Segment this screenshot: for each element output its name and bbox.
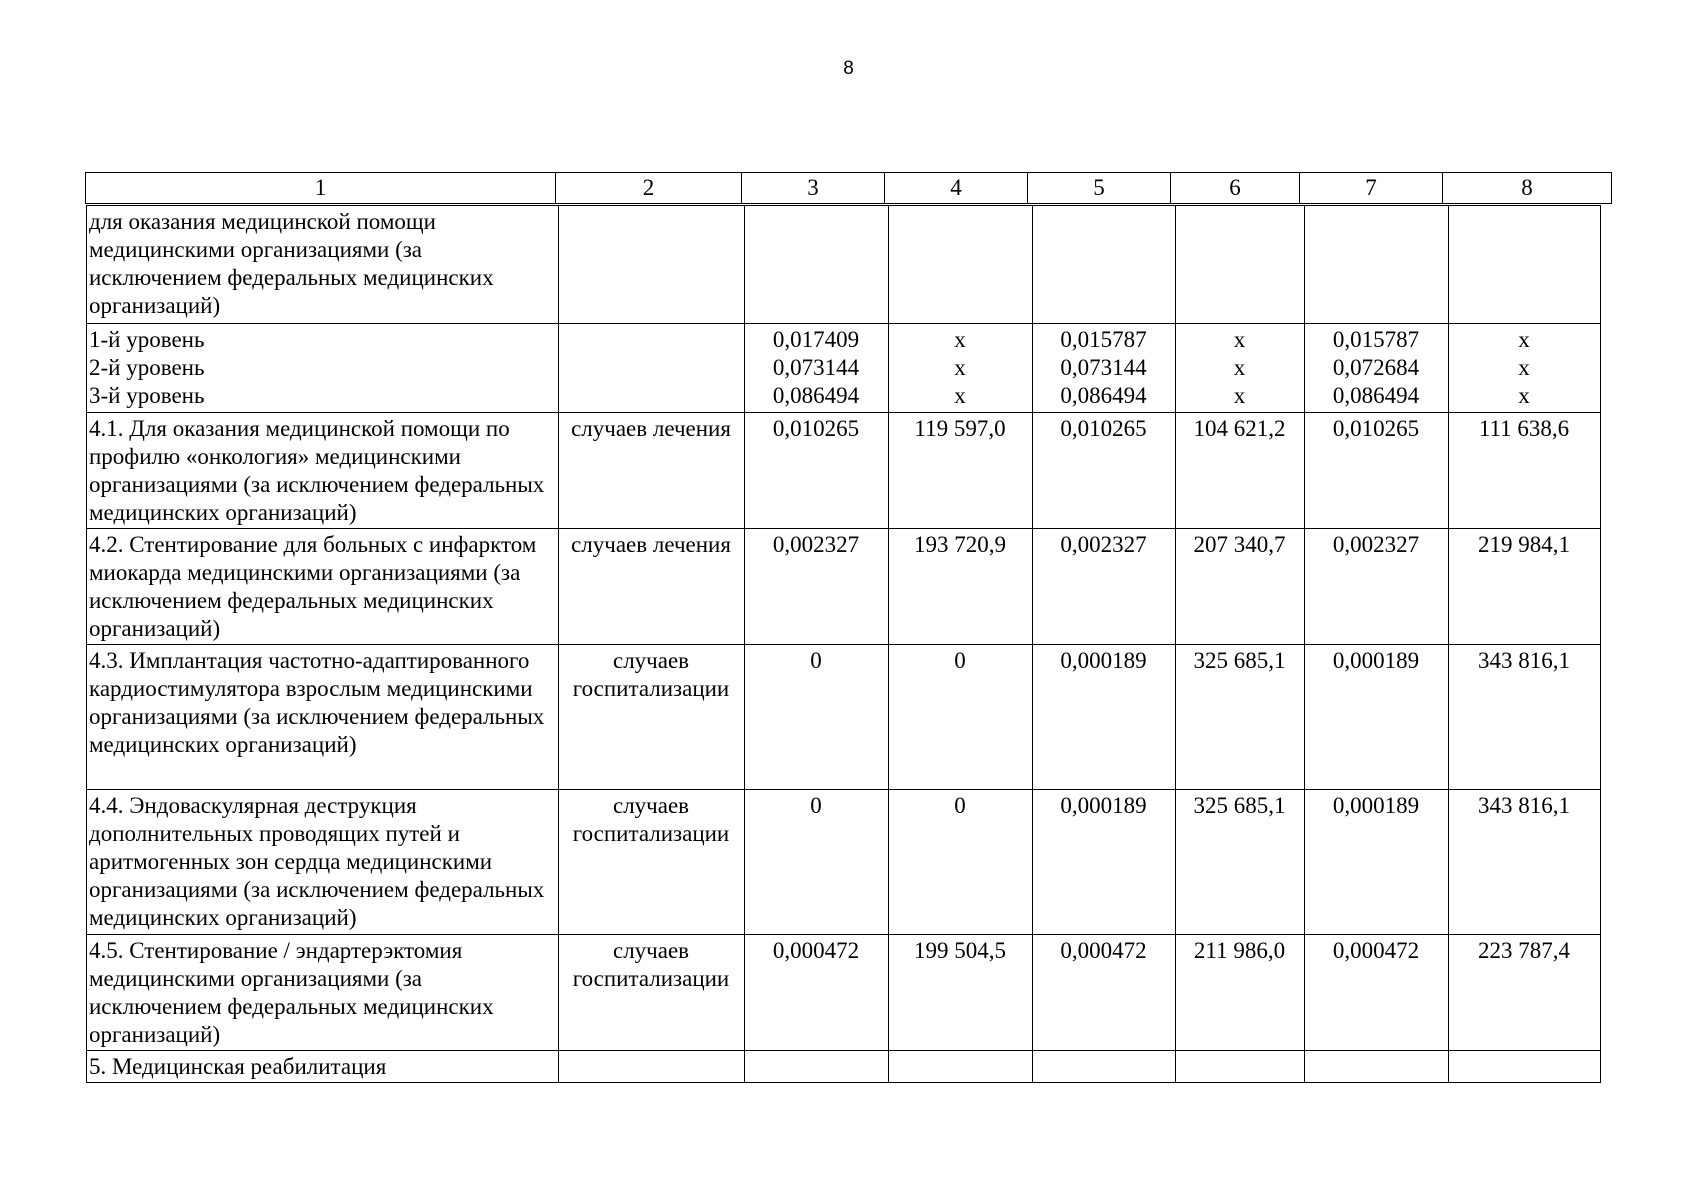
level-name: 3-й уровень (89, 383, 205, 408)
cell-value: 223 787,4 (1449, 935, 1601, 1051)
cell-value: 0 (745, 645, 889, 790)
cell-value: 211 986,0 (1176, 935, 1305, 1051)
cell-value (1305, 206, 1449, 324)
level-name: 2-й уровень (89, 355, 205, 380)
row-name: для оказания медицинской помощи медицинскими организациями (за исключением федеральных медицинских организаций) (87, 206, 559, 324)
cell-value: 0,000189 (1305, 645, 1449, 790)
row-unit: случаев госпитализации (559, 935, 745, 1051)
cell-value: 0,000189 (1305, 790, 1449, 935)
data-table (86, 205, 1601, 1083)
cell-value (889, 1051, 1033, 1083)
cell-value (1176, 206, 1305, 324)
row-unit: случаев лечения (559, 413, 745, 529)
row-unit: случаев госпитализации (559, 790, 745, 935)
cell-value: 0,000472 (1305, 935, 1449, 1051)
row-name: 4.5. Стентирование / эндартерэктомия медицинскими организациями (за исключением федеральных медицинских организаций) (87, 935, 559, 1051)
cell-value (889, 206, 1033, 324)
cell-value: 199 504,5 (889, 935, 1033, 1051)
row-name: 5. Медицинская реабилитация (87, 1051, 559, 1083)
cell-value (745, 206, 889, 324)
cell-value: 0,010265 (745, 413, 889, 529)
row-unit (559, 1051, 745, 1083)
table-row (87, 529, 1601, 645)
page-number: 8 (843, 58, 854, 79)
level-name: 1-й уровень (89, 327, 205, 352)
row-unit (559, 206, 745, 324)
cell-value (1033, 206, 1176, 324)
cell-value: 0,017409 0,073144 0,086494 (745, 324, 889, 413)
table-row (87, 413, 1601, 529)
cell-value: 343 816,1 (1449, 645, 1601, 790)
table-row (87, 1051, 1601, 1083)
cell-value: 0,015787 0,073144 0,086494 (1033, 324, 1176, 413)
cell-value: 0,000189 (1033, 645, 1176, 790)
cell-value: 219 984,1 (1449, 529, 1601, 645)
cell-value: 0,002327 (1305, 529, 1449, 645)
cell-value: х х х (1449, 324, 1601, 413)
cell-value: 0,002327 (1033, 529, 1176, 645)
cell-value: 0,015787 0,072684 0,086494 (1305, 324, 1449, 413)
header-cell: 1 (86, 173, 556, 204)
header-cell: 3 (742, 173, 885, 204)
row-name (87, 324, 559, 413)
header-cell: 2 (556, 173, 742, 204)
header-cell: 5 (1028, 173, 1171, 204)
row-unit: случаев лечения (559, 529, 745, 645)
header-cell: 7 (1300, 173, 1443, 204)
cell-value: 0 (889, 790, 1033, 935)
cell-value: 0,010265 (1033, 413, 1176, 529)
cell-value: 104 621,2 (1176, 413, 1305, 529)
row-name: 4.3. Имплантация частотно-адаптированного кардиостимулятора взрослым медицинскими организациями (за исключением федеральных медицинских организаций) (87, 645, 559, 790)
cell-value: х х х (889, 324, 1033, 413)
cell-value: 111 638,6 (1449, 413, 1601, 529)
cell-value (1033, 1051, 1176, 1083)
cell-value: 0,000472 (745, 935, 889, 1051)
header-cell: 8 (1443, 173, 1612, 204)
cell-value: 0 (889, 645, 1033, 790)
header-cell: 4 (885, 173, 1028, 204)
table-row (87, 935, 1601, 1051)
table-row-levels (87, 324, 1601, 413)
cell-value: 0,002327 (745, 529, 889, 645)
table-row (87, 790, 1601, 935)
cell-value: 193 720,9 (889, 529, 1033, 645)
cell-value: х х х (1176, 324, 1305, 413)
cell-value: 0,010265 (1305, 413, 1449, 529)
cell-value (1449, 206, 1601, 324)
cell-value: 325 685,1 (1176, 790, 1305, 935)
table-row (87, 645, 1601, 790)
row-name: 4.4. Эндоваскулярная деструкция дополнительных проводящих путей и аритмогенных зон сердца медицинскими организациями (за исключением федеральных медицинских организаций) (87, 790, 559, 935)
row-name: 4.1. Для оказания медицинской помощи по профилю «онкология» медицинскими организациями (за исключением федеральных медицинских организаций) (87, 413, 559, 529)
cell-value: 0,000472 (1033, 935, 1176, 1051)
cell-value (1176, 1051, 1305, 1083)
cell-value: 325 685,1 (1176, 645, 1305, 790)
row-name: 4.2. Стентирование для больных с инфарктом миокарда медицинскими организациями (за исключением федеральных медицинских организаций) (87, 529, 559, 645)
cell-value (1305, 1051, 1449, 1083)
cell-value: 207 340,7 (1176, 529, 1305, 645)
table-header (85, 172, 1612, 204)
cell-value: 0,000189 (1033, 790, 1176, 935)
header-row (86, 173, 1612, 204)
cell-value: 0 (745, 790, 889, 935)
cell-value: 119 597,0 (889, 413, 1033, 529)
row-unit: случаев госпитализации (559, 645, 745, 790)
header-cell: 6 (1171, 173, 1300, 204)
row-unit (559, 324, 745, 413)
table-row (87, 206, 1601, 324)
cell-value (745, 1051, 889, 1083)
cell-value (1449, 1051, 1601, 1083)
cell-value: 343 816,1 (1449, 790, 1601, 935)
